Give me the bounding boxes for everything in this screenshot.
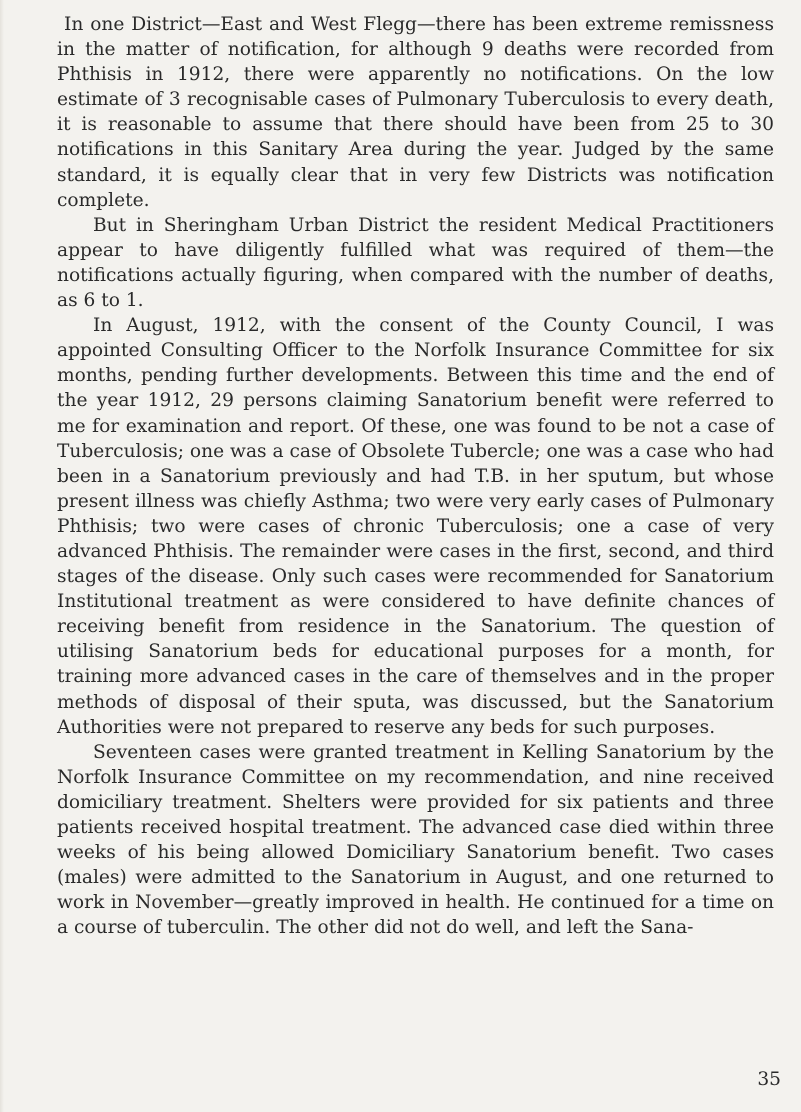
- paragraph-consulting-officer: In August, 1912, with the consent of the County Council, I was appointed Consulting Officer to the Norfolk Insurance Committee for six months, pending further developments. Between this time and the end of the year 1912, 29 persons claiming Sanatorium benefit were referred to me for examination and report. Of these, one was found to be not a case of Tuberculosis; one was a case of Obsolete Tubercle; one was a case who had been in a Sanatorium previously and had T.B. in her sputum, but whose present illness was chiefly Asthma; two were very early cases of Pulmonary Phthisis; two were cases of chronic Tuberculosis; one a case of very advanced Phthisis. The remainder were cases in the first, second, and third stages of the disease. Only such cases were recommended for Sanatorium Institutional treatment as were considered to have definite chances of receiving benefit from residence in the Sanatorium. The question of utilising Sanatorium beds for educational purposes for a month, for training more advanced cases in the care of themselves and in the proper methods of disposal of their sputa, was discussed, but the Sanatorium Authorities were not prepared to reserve any beds for such purposes.: [57, 315, 774, 738]
- page-number: 35: [757, 1069, 781, 1090]
- paragraph-sheringham: But in Sheringham Urban District the resident Medical Practitioners appear to have diligently fulfilled what was required of them—the notifications actually figuring, when compared with the number of deaths, as 6 to 1.: [57, 214, 774, 312]
- paragraph-flegg-notification: In one District—East and West Flegg—there has been extreme remissness in the matter of notification, for although 9 deaths were recorded from Phthisis in 1912, there were apparently no notifications. On the low estimate of 3 recognisable cases of Pulmonary Tuberculosis to every death, it is reasonable to assume that there should have been from 25 to 30 notifications in this Sanitary Area during the year. Judged by the same standard, it is equally clear that in very few Districts was notification complete.: [57, 14, 774, 211]
- page-binding-edge: [0, 0, 4, 1112]
- document-page: [57, 12, 774, 940]
- paragraph-kelling-sanatorium: Seventeen cases were granted treatment in Kelling Sanatorium by the Norfolk Insurance Committee on my recommendation, and nine received domiciliary treatment. Shelters were provided for six patients and three patients received hospital treatment. The advanced case died within three weeks of his being allowed Domiciliary Sanatorium benefit. Two cases (males) were admitted to the Sanatorium in August, and one returned to work in November—greatly improved in health. He continued for a time on a course of tuberculin. The other did not do well, and left the Sana-: [57, 741, 774, 939]
